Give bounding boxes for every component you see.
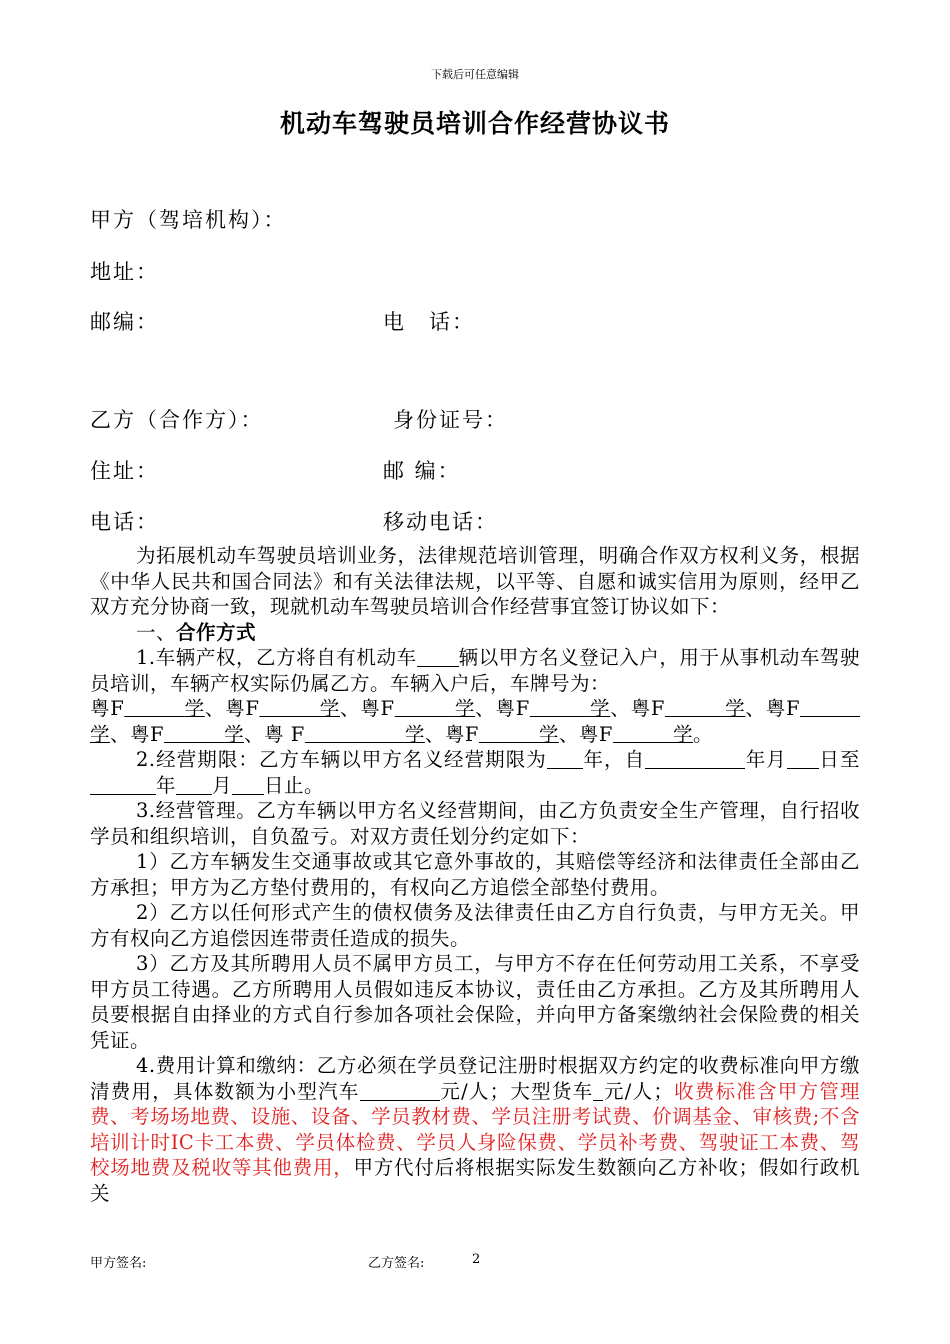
end-month-blank[interactable] (176, 776, 212, 795)
vehicle-count-blank[interactable] (417, 648, 459, 667)
start-year-blank[interactable] (645, 750, 745, 769)
section-1-heading (90, 620, 860, 646)
clause-3-item-1: 1）乙方车辆发生交通事故或其它意外事故的，其赔偿等经济和法律责任全部由乙方承担；甲方为乙方垫付费用的，有权向乙方追偿全部垫付费用。 (90, 850, 860, 899)
clause-3-item-3: 3）乙方及其所聘用人员不属甲方员工，与甲方不存在任何劳动用工关系，不享受甲方员工待遇。乙方所聘用人员假如违反本协议，责任由乙方承担。乙方及其所聘用人员要根据自由择业的方式自行参加各项社会保险，并向甲方备案缴纳社会保险费的相关凭证。 (90, 952, 860, 1052)
agreement-body (90, 543, 860, 1206)
section-1-number: 一、 (136, 620, 177, 644)
section-1-title: 合作方式 (176, 620, 257, 644)
clause-2: 2.经营期限：乙方车辆以甲方名义经营期限为 年，自 年月 日至年 月 日止。 (90, 747, 860, 798)
end-day-blank[interactable] (232, 776, 264, 795)
party-a-name-label: 甲方（驾培机构）： (90, 208, 287, 232)
header-note: 下载后可任意编辑 (431, 68, 519, 81)
document-title: 机动车驾驶员培训合作经营协议书 (279, 109, 670, 138)
term-years-blank[interactable] (547, 750, 583, 769)
party-b-id-label: 身份证号： (393, 408, 508, 432)
start-day-blank[interactable] (787, 750, 819, 769)
plate-list: 粤F 学、粤F 学、粤F 学、粤F 学、粤F 学、粤F 学、粤F 学、粤 F 学、粤F 学、粤F 学。 (90, 697, 801, 746)
party-a-signature-label: 甲方签名: (90, 1256, 147, 1271)
clause-1: 1.车辆产权，乙方将自有机动车 辆以甲方名义登记入户，用于从事机动车驾驶员培训，车辆产权实际仍属乙方。车辆入户后，车牌号为： 粤F 学、粤F 学、粤F 学、粤F 学、粤F 学、粤F 学、粤F 学、粤 F 学、粤F 学、粤F 学。 (90, 646, 860, 746)
party-a-address-label: 地址： (90, 260, 159, 284)
fee-scope-note: 收费标准含甲方管理费、考场场地费、设施、设备、学员教材费、学员注册考试费、价调基金、审核费;不含培训计时IC卡工本费、学员体检费、学员人身险保费、学员补考费、驾驶证工本费、驾校场地费及税收等其他费用， (90, 1079, 860, 1179)
party-b-mobile-label: 移动电话： (383, 510, 498, 534)
party-b-signature-label: 乙方签名: (368, 1256, 425, 1271)
party-a-postcode-label: 邮编： (90, 310, 159, 334)
end-year-blank[interactable] (90, 776, 156, 795)
truck-fee-blank[interactable] (593, 1082, 603, 1101)
party-a-phone-label: 电 话： (383, 310, 475, 334)
page-number: 2 (472, 1252, 481, 1267)
intro-paragraph: 为拓展机动车驾驶员培训业务，法律规范培训管理，明确合作双方权利义务，根据《中华人民共和国合同法》和有关法律法规，以平等、自愿和诚实信用为原则，经甲乙双方充分协商一致，现就机动车驾驶员培训合作经营事宜签订协议如下： (90, 544, 860, 618)
clause-3: 3.经营管理。乙方车辆以甲方名义经营期间，由乙方负责安全生产管理，自行招收学员和组织培训，自负盈亏。对双方责任划分约定如下： (90, 799, 860, 848)
party-b-postcode-label: 邮 编： (383, 459, 461, 483)
clause-4: 4.费用计算和缴纳：乙方必须在学员登记注册时根据双方约定的收费标准向甲方缴清费用，具体数额为小型汽车 元/人；大型货车 元/人；收费标准含甲方管理费、考场场地费、设施、设备、学员教材费、学员注册考试费、价调基金、审核费;不含培训计时IC卡工本费、学员体检费、学员人身险保费、学员补考费、驾驶证工本费、驾校场地费及税收等其他费用，甲方代付后将根据实际发生数额向乙方补收；假如行政机关 (90, 1054, 860, 1205)
party-b-residence-label: 住址： (90, 459, 159, 483)
party-b-phone-label: 电话： (90, 510, 159, 534)
party-b-name-label: 乙方（合作方）： (90, 408, 264, 432)
small-car-fee-blank[interactable] (360, 1082, 440, 1101)
clause-3-item-2: 2）乙方以任何形式产生的债权债务及法律责任由乙方自行负责，与甲方无关。甲方有权向乙方追偿因连带责任造成的损失。 (90, 901, 860, 950)
